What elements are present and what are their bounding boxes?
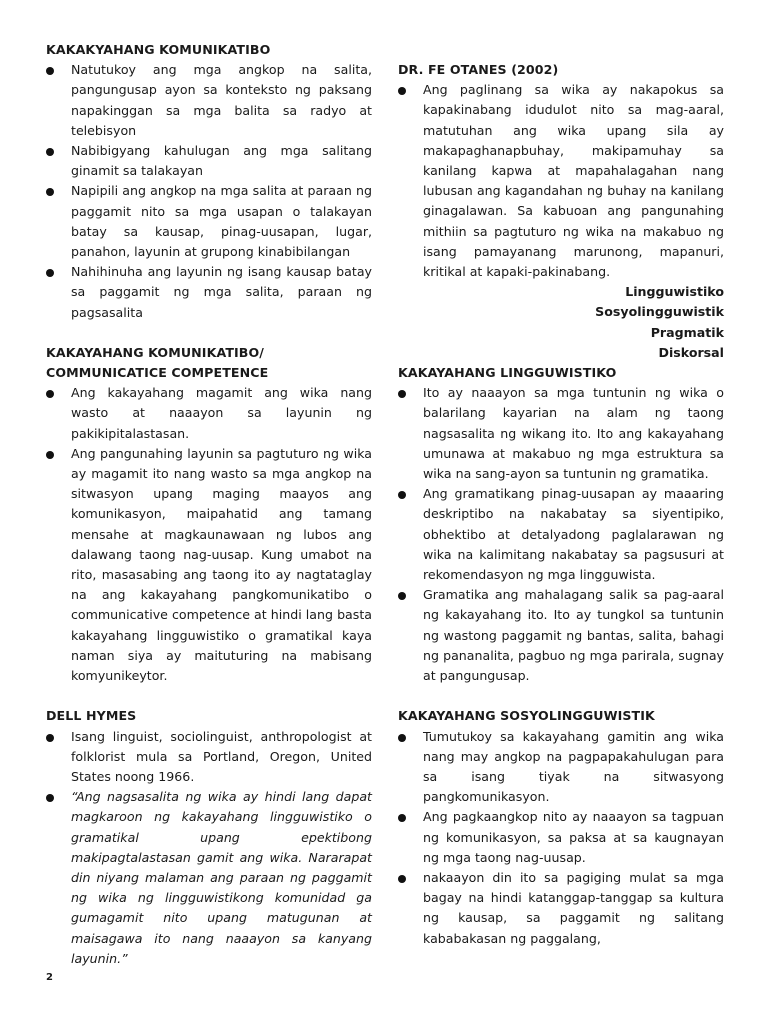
list-item [398, 807, 724, 868]
bullet-icon [398, 734, 406, 742]
list-item-text: Nabibigyang kahulugan ang mga salitang ginamit sa talakayan [71, 143, 372, 179]
bullet-list [398, 727, 724, 949]
list-item [398, 383, 724, 484]
bullet-icon [398, 390, 406, 398]
list-item [46, 444, 372, 686]
list-item [398, 727, 724, 808]
bullet-list [46, 60, 372, 323]
right-column [398, 40, 724, 949]
bullet-list [398, 80, 724, 282]
term-sosyolingguwistik: Sosyolingguwistik [595, 304, 724, 320]
term-lingguwistiko: Lingguwistiko [625, 284, 724, 300]
list-item-text: Ang pagkaangkop nito ay naaayon sa tagpuan ng komunikasyon, sa paksa at sa kaugnayan ng mga taong nag-uusap. [423, 809, 724, 865]
bullet-icon [398, 491, 406, 499]
bullet-icon [46, 390, 54, 398]
list-item-text: Ang pangunahing layunin sa pagtuturo ng wika ay magamit ito nang wasto sa mga angkop na sitwasyon upang maging maayos ang komunikasyon, maipahatid ang tamang mensahe at magkaunawaan ng lubos ang dalawang taong nag-uusap. Kung umabot na rito, masasabing ang taong ito ay nagtataglay na ang kakayahang pangkomunikatibo o communicative competence at hindi lang basta kakayahang lingguwistiko o gramatikal kaya naman siya ay maituturing na mabisang komyunikeytor. [71, 445, 372, 684]
bullet-icon [46, 734, 54, 742]
section-heading-kakayahang-komunikatibo: KAKAYAHANG KOMUNIKATIBO/ [46, 344, 265, 360]
list-item-text: Napipili ang angkop na mga salita at paraan ng paggamit nito sa mga usapan o talakayan batay sa kausap, pinag-uusapan, lugar, panahon, layunin at grupong kinabibilangan [71, 183, 372, 260]
list-item-text: nakaayon din ito sa pagiging mulat sa mga bagay na hindi katanggap-tanggap sa kultura ng kausap, sa paggamit ng salitang kababakasan ng paggalang, [423, 869, 724, 946]
list-item-text: Ang gramatikang pinag-uusapan ay maaaring deskriptibo na nakabatay sa siyentipiko, obhektibo at detalyadong paglalarawan ng wika na kalimitang nakabatay sa pagsusuri at rekomendasyon ng mga lingguwista. [423, 486, 724, 583]
list-item [398, 868, 724, 949]
list-item-text: Tumutukoy sa kakayahang gamitin ang wika nang may angkop na pagpapakahulugan para sa isang tiyak na sitwasyong pangkomunikasyon. [423, 728, 724, 805]
bullet-list [46, 383, 372, 686]
list-item [46, 383, 372, 444]
list-item [46, 141, 372, 181]
page-number: 2 [46, 972, 53, 983]
bullet-icon [398, 87, 406, 95]
list-item [398, 585, 724, 686]
bullet-icon [398, 814, 406, 822]
list-item-text: Ang paglinang sa wika ay nakapokus sa kapakinabang idudulot nito sa mag-aaral, matutuhan ang wika upang sila ay makapaghanapbuhay, makipamuhay sa kanilang kapwa at mapahalagahan nang lubusan ang kagandahan ng buhay na kanilang ginagalawan. Sa kabuoan ang pangunahing mithiin sa pagtuturo ng wika na makabuo ng isang pamayanang marunong, mapanuri, kritikal at kapaki-pakinabang. [423, 82, 724, 280]
left-column [46, 40, 372, 969]
section-heading-communicative-competence: COMMUNICATICE COMPETENCE [46, 365, 269, 381]
bullet-list [46, 727, 372, 969]
bullet-icon [46, 451, 54, 459]
bullet-icon [46, 269, 54, 277]
section-heading-kakakyahang-komunikatibo: KAKAKYAHANG KOMUNIKATIBO [46, 42, 271, 57]
list-item [46, 262, 372, 323]
bullet-icon [46, 67, 54, 75]
list-item-text: Ito ay naaayon sa mga tuntunin ng wika o balarilang kayarian na alam ng taong nagsasalita ng wikang ito. Ito ang kakayahang umunawa at makabuo ng mga estruktura sa wika na sang-ayon sa tuntunin ng gramatika. [423, 385, 724, 482]
list-item [398, 80, 724, 282]
quote-text: “Ang nagsasalita ng wika ay hindi lang dapat magkaroon ng kakayahang lingguwistiko o gramatikal upang epektibong makipagtalastasan gamit ang wika. Nararapat din niyang malaman ang paraan ng paggamit ng wika ng lingguwistikong komunidad ga gumagamit nito upang matugunan at maisagawa ito nang naaayon sa kanyang layunin.” [71, 789, 372, 966]
term-pragmatik: Pragmatik [650, 324, 724, 340]
section-heading-kakayahang-sosyolingguwistik: KAKAYAHANG SOSYOLINGGUWISTIK [398, 708, 655, 724]
section-heading-kakayahang-lingguwistiko: KAKAYAHANG LINGGUWISTIKO [398, 365, 617, 381]
list-item [46, 181, 372, 262]
bullet-icon [46, 188, 54, 196]
bullet-icon [46, 148, 54, 156]
list-item-text: Ang kakayahang magamit ang wika nang wasto at naaayon sa layunin ng pakikipitalastasan. [71, 385, 372, 441]
section-heading-dell-hymes: DELL HYMES [46, 708, 137, 724]
quote-item [46, 787, 372, 969]
list-item-text: Gramatika ang mahalagang salik sa pag-aaral ng kakayahang ito. Ito ay tungkol sa tuntunin ng wastong paggamit ng bantas, salita, bahagi ng pananalita, pagbuo ng mga parirala, sugnay at pangungusap. [423, 587, 724, 684]
bullet-icon [398, 875, 406, 883]
list-item [46, 60, 372, 141]
list-item-text: Isang linguist, sociolinguist, anthropologist at folklorist mula sa Portland, Oregon, United States noong 1966. [71, 728, 372, 784]
list-item [46, 727, 372, 788]
bullet-icon [46, 794, 54, 802]
bullet-icon [398, 592, 406, 600]
term-diskorsal: Diskorsal [658, 344, 724, 360]
list-item [398, 484, 724, 585]
list-item-text: Nahihinuha ang layunin ng isang kausap batay sa paggamit ng mga salita, paraan ng pagsasalita [71, 264, 372, 320]
list-item-text: Natutukoy ang mga angkop na salita, pangungusap ayon sa konteksto ng paksang napakinggan sa mga balita sa radyo at telebisyon [71, 62, 372, 138]
section-heading-dr-fe-otanes: DR. FE OTANES (2002) [398, 62, 559, 77]
bullet-list [398, 383, 724, 686]
